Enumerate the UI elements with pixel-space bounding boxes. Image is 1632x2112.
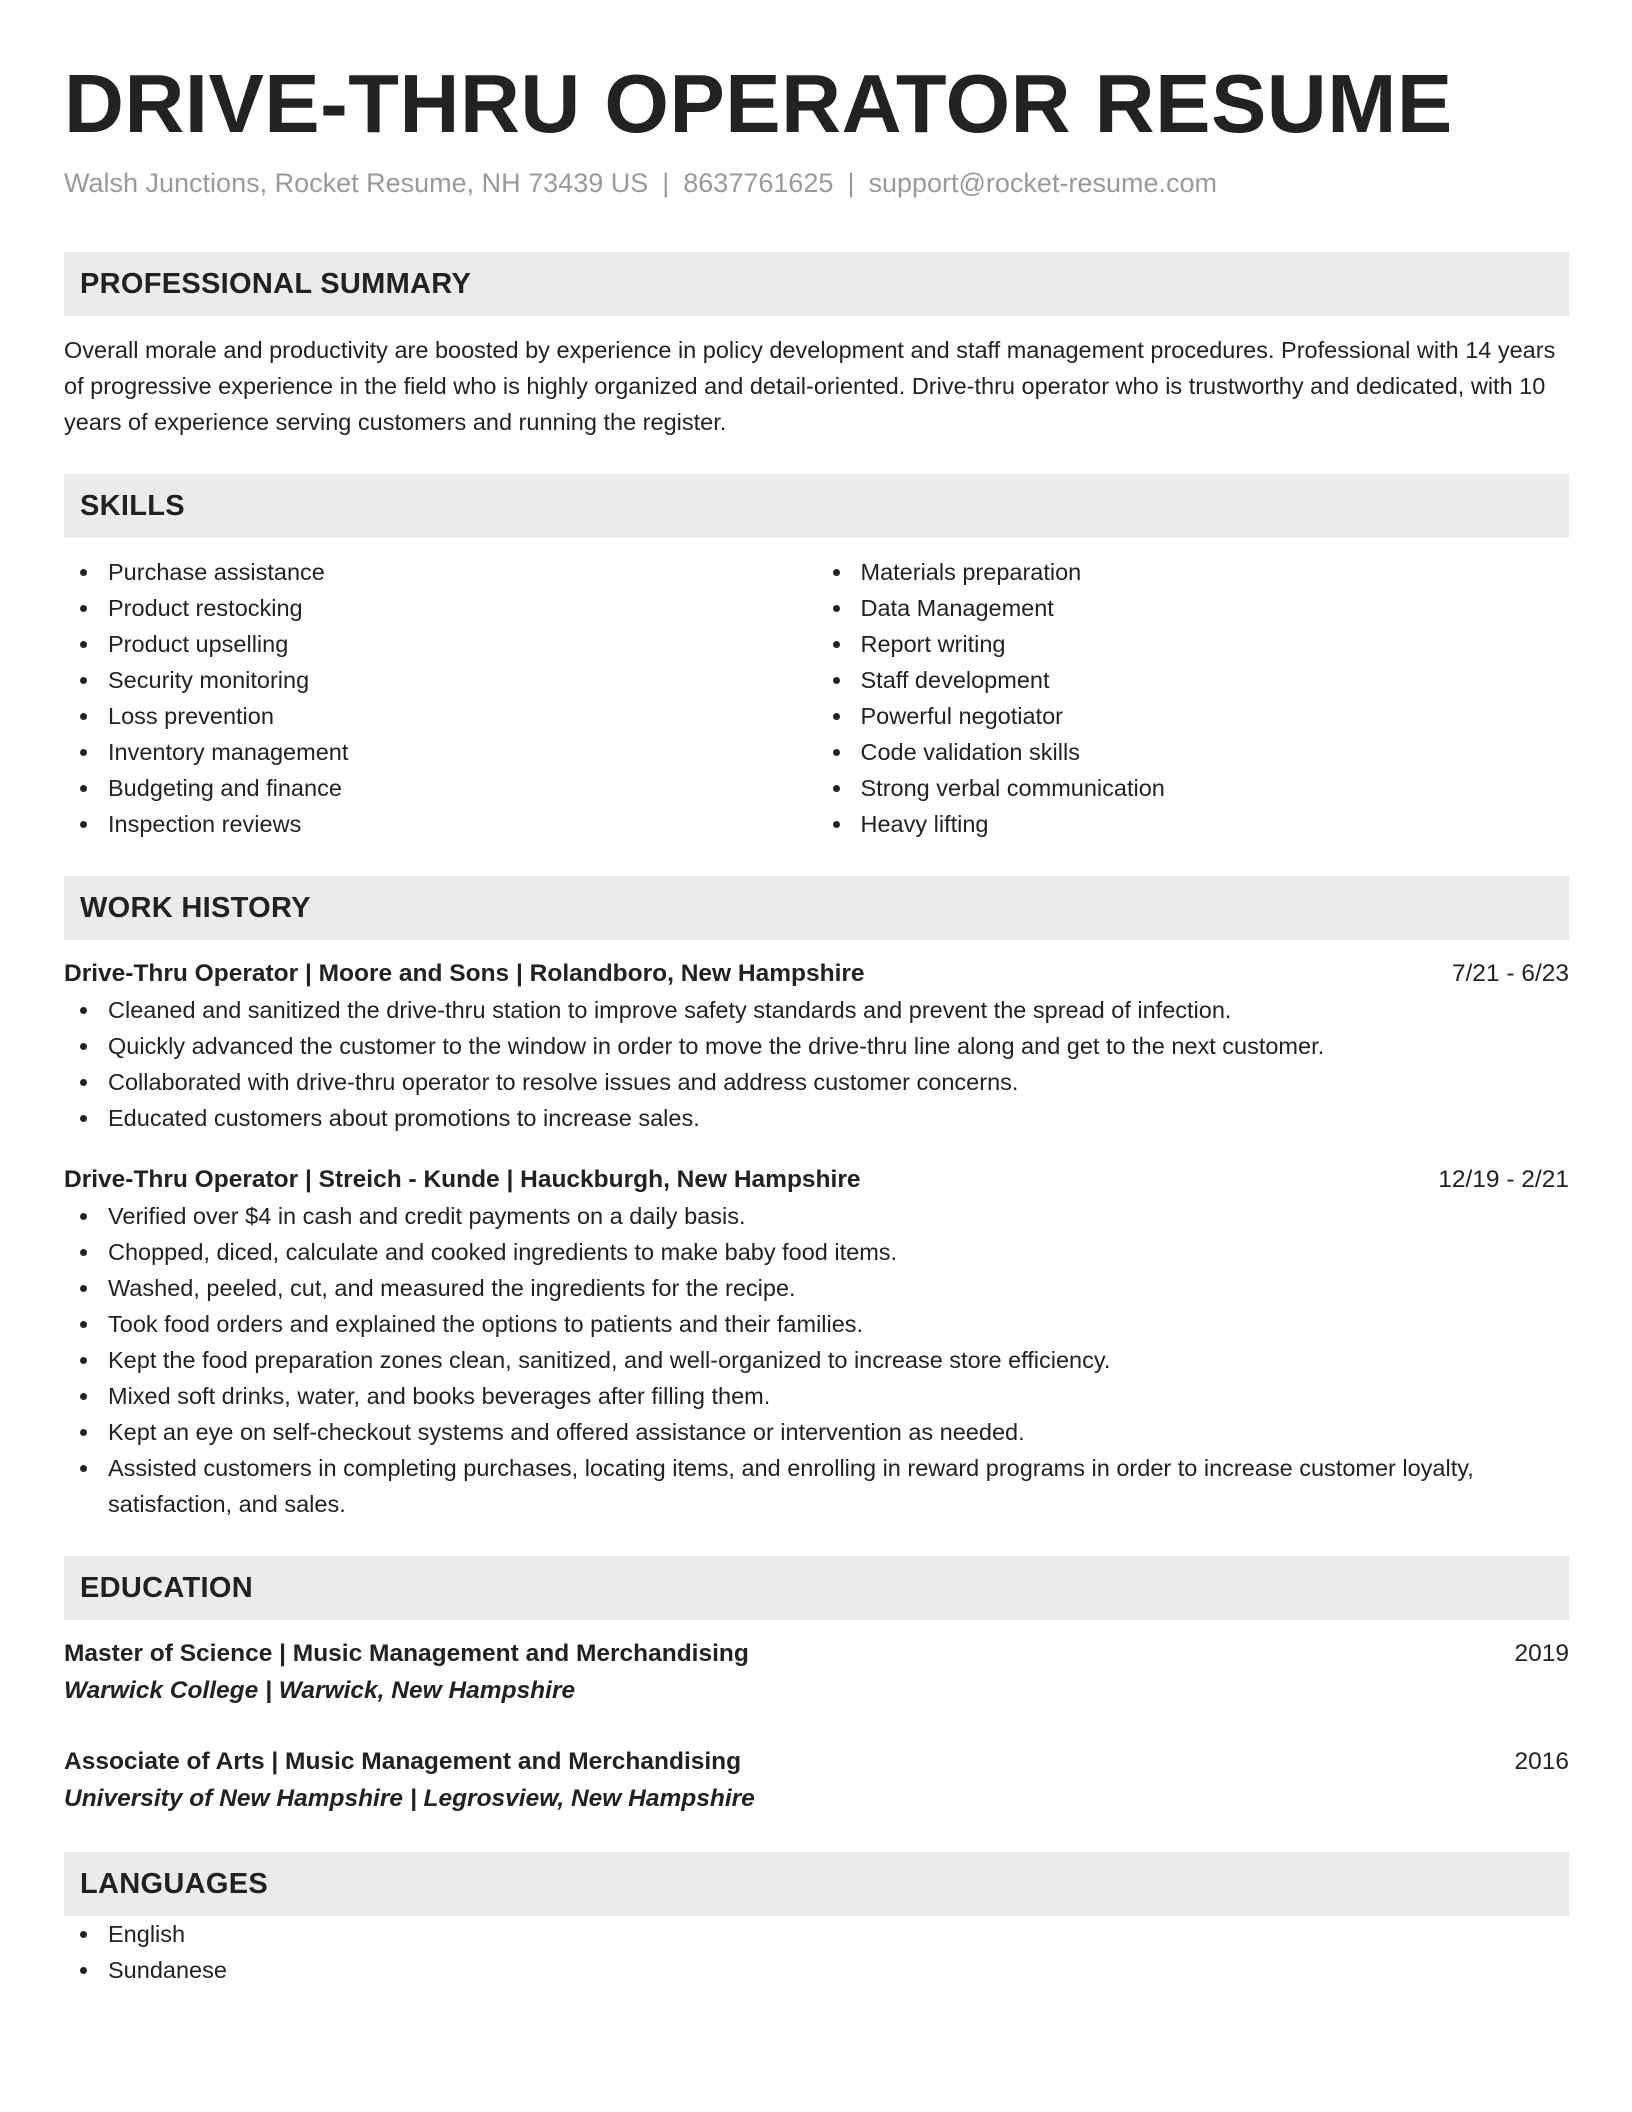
contact-line: [64, 166, 1569, 200]
skill-item: Product restocking: [64, 590, 817, 626]
section-heading-summary: PROFESSIONAL SUMMARY: [64, 252, 1569, 316]
job-duties: [64, 1198, 1569, 1522]
education-degree: Master of Science | Music Management and Merchandising: [64, 1640, 749, 1667]
skill-item: Inventory management: [64, 734, 817, 770]
skills-column-left: [64, 554, 817, 842]
job-title: Drive-Thru Operator | Streich - Kunde | Hauckburgh, New Hampshire: [64, 1166, 861, 1193]
job-duty-item: Mixed soft drinks, water, and books beverages after filling them.: [64, 1378, 1569, 1414]
job-header: [64, 956, 1569, 992]
skill-item: Materials preparation: [817, 554, 1570, 590]
skill-item: Code validation skills: [817, 734, 1570, 770]
education-year: 2016: [1514, 1748, 1569, 1775]
skill-item: Budgeting and finance: [64, 770, 817, 806]
education-entry: [64, 1636, 1569, 1710]
skill-item: Purchase assistance: [64, 554, 817, 590]
job-duty-item: Collaborated with drive-thru operator to resolve issues and address customer concerns.: [64, 1064, 1569, 1100]
job-duty-item: Washed, peeled, cut, and measured the ingredients for the recipe.: [64, 1270, 1569, 1306]
skill-item: Heavy lifting: [817, 806, 1570, 842]
contact-phone: 8637761625: [683, 168, 834, 198]
skill-item: Loss prevention: [64, 698, 817, 734]
job-duty-item: Quickly advanced the customer to the window in order to move the drive-thru line along and get to the next customer.: [64, 1028, 1569, 1064]
skill-item: Report writing: [817, 626, 1570, 662]
education-year: 2019: [1514, 1640, 1569, 1667]
job-duty-item: Kept an eye on self-checkout systems and offered assistance or intervention as needed.: [64, 1414, 1569, 1450]
education-header: [64, 1636, 1569, 1672]
job-dates: 7/21 - 6/23: [1451, 960, 1569, 987]
skill-item: Strong verbal communication: [817, 770, 1570, 806]
language-item: English: [64, 1916, 1569, 1952]
languages-list: [64, 1916, 1569, 1988]
section-heading-languages: LANGUAGES: [64, 1852, 1569, 1916]
job-duties: [64, 992, 1569, 1136]
job-header: [64, 1162, 1569, 1198]
summary-text: Overall morale and productivity are boosted by experience in policy development and staff management procedures. Professional with 14 years of progressive experience in the field who is highly organized and detail-oriented. Drive-thru operator who is trustworthy and dedicated, with 10 years of experience serving customers and running the register.: [64, 337, 1556, 435]
skill-item: Product upselling: [64, 626, 817, 662]
job-duty-item: Assisted customers in completing purchases, locating items, and enrolling in reward programs in order to increase customer loyalty, satisfaction, and sales.: [64, 1450, 1569, 1522]
contact-address: Walsh Junctions, Rocket Resume, NH 73439 US: [64, 168, 649, 198]
skills-column-right: [817, 554, 1570, 842]
section-heading-work-history: WORK HISTORY: [64, 876, 1569, 940]
skills-list: [64, 554, 1569, 842]
job-duty-item: Took food orders and explained the options to patients and their families.: [64, 1306, 1569, 1342]
education-header: [64, 1744, 1569, 1780]
education-degree: Associate of Arts | Music Management and Merchandising: [64, 1748, 742, 1775]
skill-item: Security monitoring: [64, 662, 817, 698]
education-school: University of New Hampshire | Legrosview, New Hampshire: [64, 1785, 755, 1812]
contact-separator: |: [662, 168, 670, 198]
job-duty-item: Chopped, diced, calculate and cooked ingredients to make baby food items.: [64, 1234, 1569, 1270]
resume-title: DRIVE-THRU OPERATOR RESUME: [64, 57, 1453, 150]
job-dates: 12/19 - 2/21: [1438, 1166, 1569, 1193]
contact-email: support@rocket-resume.com: [868, 168, 1217, 198]
job-duty-item: Cleaned and sanitized the drive-thru station to improve safety standards and prevent the spread of infection.: [64, 992, 1569, 1028]
skill-item: Powerful negotiator: [817, 698, 1570, 734]
contact-separator: |: [847, 168, 855, 198]
section-heading-education: EDUCATION: [64, 1556, 1569, 1620]
skill-item: Data Management: [817, 590, 1570, 626]
job-title: Drive-Thru Operator | Moore and Sons | Rolandboro, New Hampshire: [64, 960, 865, 987]
section-heading-skills: SKILLS: [64, 474, 1569, 538]
skill-item: Inspection reviews: [64, 806, 817, 842]
skill-item: Staff development: [817, 662, 1570, 698]
education-entry: [64, 1744, 1569, 1818]
job-duty-item: Educated customers about promotions to increase sales.: [64, 1100, 1569, 1136]
language-item: Sundanese: [64, 1952, 1569, 1988]
education-school: Warwick College | Warwick, New Hampshire: [64, 1677, 576, 1704]
job-duty-item: Verified over $4 in cash and credit payments on a daily basis.: [64, 1198, 1569, 1234]
job-duty-item: Kept the food preparation zones clean, sanitized, and well-organized to increase store efficiency.: [64, 1342, 1569, 1378]
